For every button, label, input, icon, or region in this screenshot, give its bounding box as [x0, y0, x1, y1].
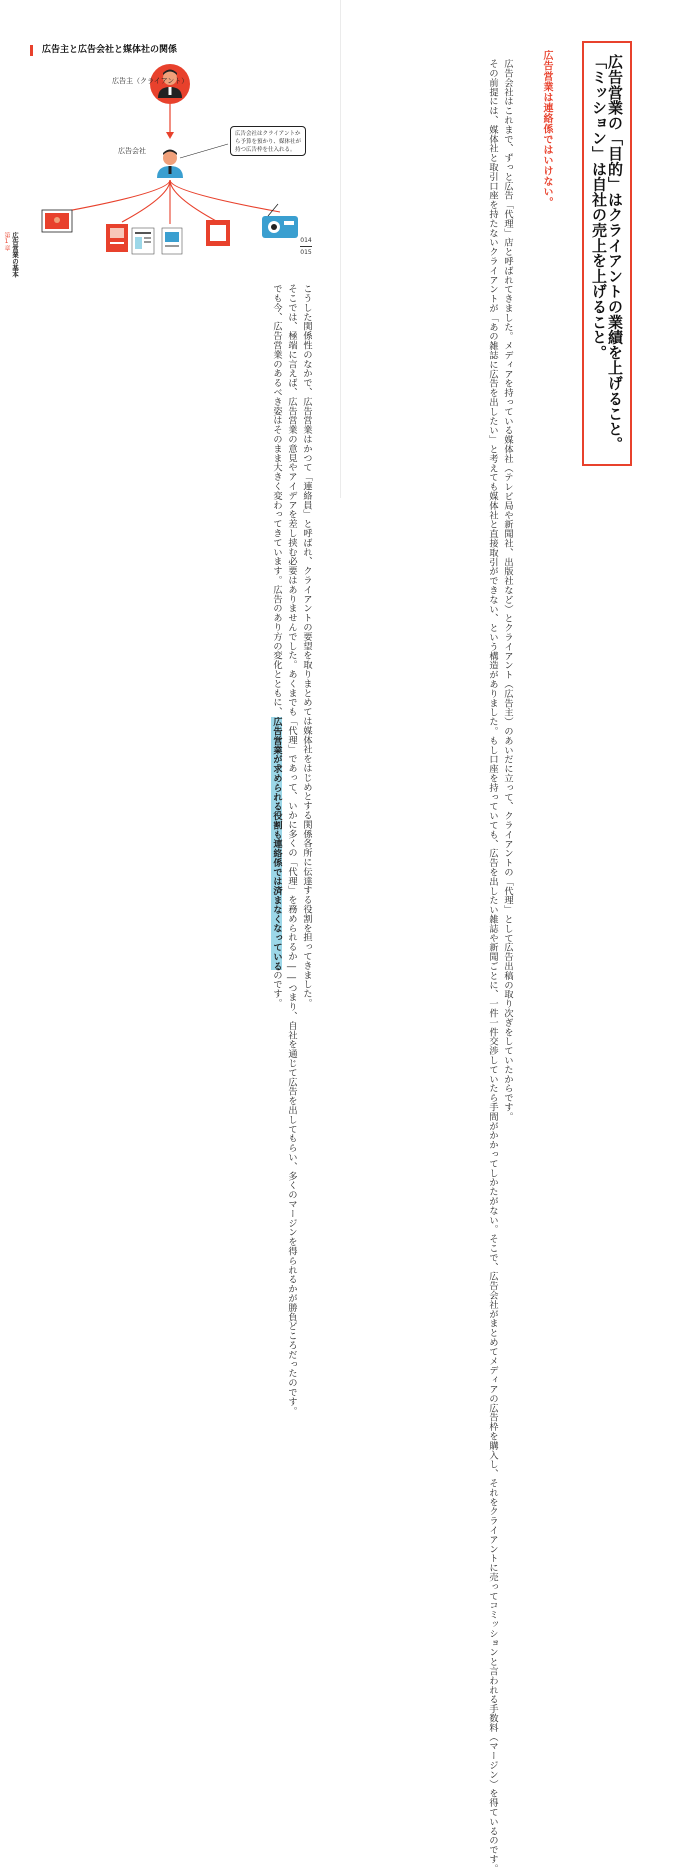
advertiser-label: 広告主（クライアント）: [112, 77, 189, 85]
agency-figure: [157, 150, 183, 179]
page-numbers: [300, 236, 312, 257]
headline-line-1: 広告営業の「目的」はクライアントの業績を上げること。: [606, 54, 624, 452]
newspaper-icon: [132, 228, 154, 254]
chapter-mark: 第1章: [3, 232, 10, 251]
left-paragraph-3: でも今、広告営業のあるべき姿はそのまま大きく変わってきています。広告のあり方の変化とともに、広告営業が求められる役割も連絡係では済まなくなっているのです。: [271, 284, 282, 1009]
left-page: [0, 0, 341, 1416]
diagram-graphics: [22, 62, 322, 258]
right-body-text: [485, 50, 515, 1873]
page-number-divider: [300, 246, 312, 247]
bubble-line: 広告会社はクライアントか: [235, 131, 301, 137]
bubble-line: 持つ広告枠を仕入れる。: [235, 147, 296, 153]
right-paragraph-2: その前提には、媒体社と取引口座を持たないクライアントが「あの雑誌に広告を出したい」と考えても媒体社と直接取引ができない、という構造がありました。もし口座を持っていても、広告を出したい雑誌や新聞ごとに、一件一件交渉していたら手間がかかってしかたがない。そこで、広告会社がまとめてメディアの広告枠を購入し、それをクライアントに売ってコミッションと言われる手数料（マージン）を得ているのです。: [487, 59, 498, 1873]
distribution-arrows: [62, 180, 280, 224]
highlight-text: 広告営業が求められる役割も: [271, 716, 282, 839]
headline-line-2: 「ミッション」は自社の売上を上げること。: [590, 54, 608, 360]
highlight-text: 連絡係では済まなくなっている: [271, 838, 282, 971]
tv-icon: [42, 210, 72, 232]
left-paragraph-1: こうした関係性のなかで、広告営業はかつて「連絡員」と呼ばれ、クライアントの要望を取りまとめては媒体社をはじめとする関係各所に伝達する役割を担ってきました。: [301, 284, 312, 1008]
agency-speech-bubble: [230, 126, 306, 156]
right-paragraph-1: 広告会社はこれまで、ずっと広告「代理」店と呼ばれてきました。メディアを持っている媒体社（テレビ局や新聞社、出版社など）とクライアント（広告主）のあいだに立って、クライアントの「代理」として広告出稿の取り次ぎをしていたからです。: [502, 59, 513, 1122]
diagram-title: 広告主と広告会社と媒体社の関係: [30, 45, 177, 56]
left-paragraph-2: そこでは、極端に言えば、広告営業の意見やアイデアを差し挟む必要はありませんでした。あくまでも「代理」であって、いかに多くの「代理」を務められるか――つまり、自社を通じて広告を出してもらい、多くのマージンを得られるかが勝負どころだったのです。: [286, 284, 297, 1416]
page-headline: [591, 54, 623, 452]
web-icon: [206, 220, 230, 246]
yen-icon: ￥: [194, 75, 204, 85]
page-number-right: 015: [300, 249, 312, 256]
left-body-text: [269, 275, 314, 1416]
bubble-line: ら予算を預かり、媒体社が: [235, 139, 302, 145]
flyer-icon: [162, 228, 182, 254]
relationship-diagram: [22, 62, 322, 258]
agency-label: 広告会社: [118, 147, 146, 155]
radio-icon: [262, 204, 298, 238]
magazine-icon: [106, 224, 128, 252]
page-number-left: 014: [300, 237, 312, 244]
section-subhead: 広告営業は連絡係ではいけない。: [541, 50, 552, 208]
money-flow-arrowhead: [166, 132, 174, 139]
chapter-name: 広告営業の基本: [11, 232, 19, 278]
